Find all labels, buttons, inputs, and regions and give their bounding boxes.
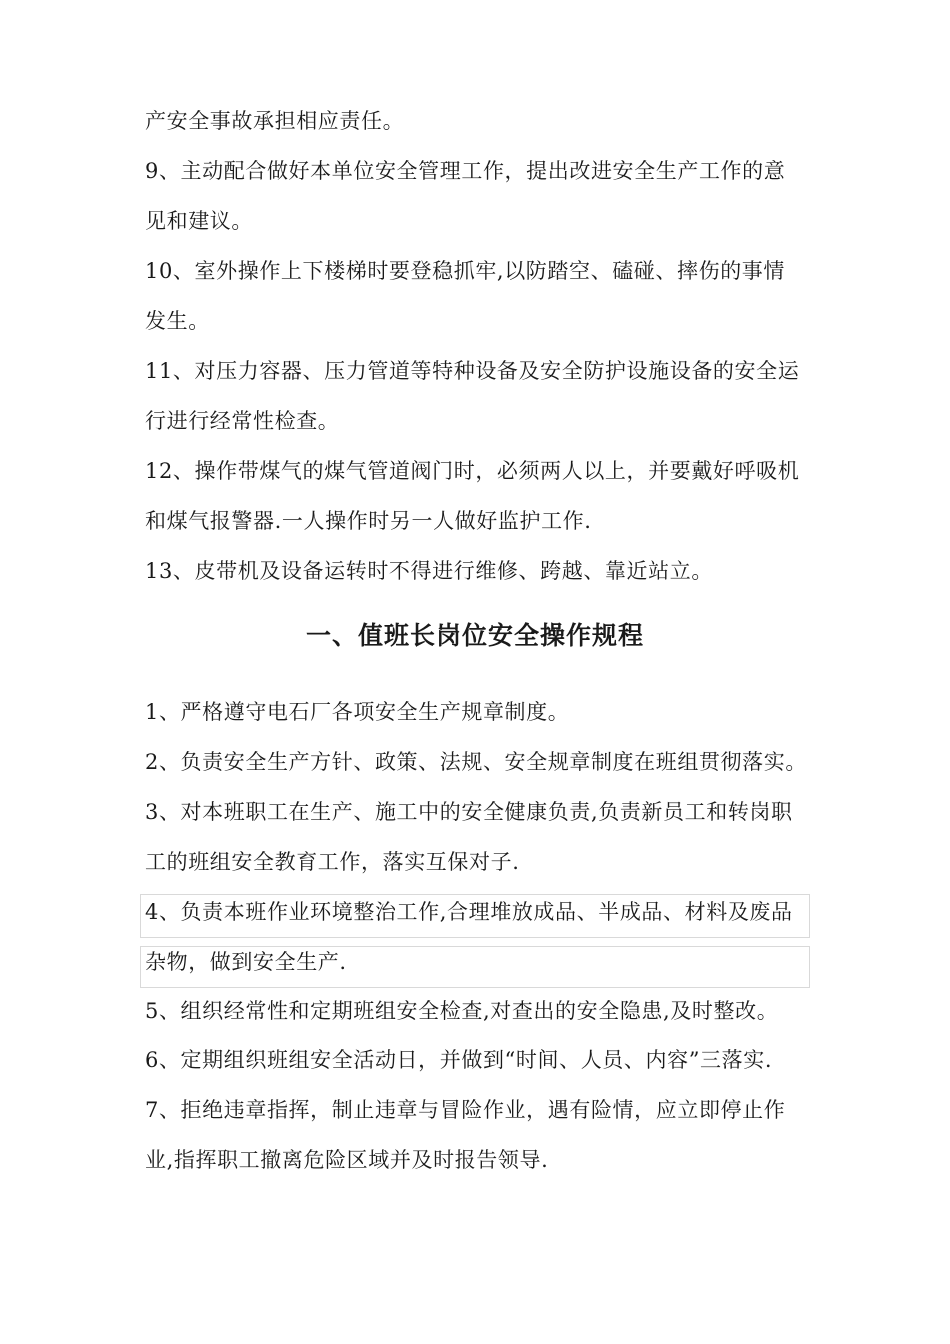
text-line: 11、对压力容器、压力管道等特种设备及安全防护设施设备的安全运: [145, 359, 800, 383]
text-line: 见和建议。: [145, 209, 253, 233]
text-line: 杂物，做到安全生产.: [145, 950, 347, 974]
text-line: 7、拒绝违章指挥，制止违章与冒险作业，遇有险情，应立即停止作: [145, 1098, 786, 1122]
text-line: 2、负责安全生产方针、政策、法规、安全规章制度在班组贯彻落实。: [145, 750, 807, 774]
text-line: 1、严格遵守电石厂各项安全生产规章制度。: [145, 700, 570, 724]
text-line: 和煤气报警器.一人操作时另一人做好监护工作.: [145, 509, 592, 533]
text-line: 4、负责本班作业环境整治工作,合理堆放成品、半成品、材料及废品: [145, 900, 793, 924]
text-line: 6、定期组织班组安全活动日，并做到“时间、人员、内容”三落实.: [145, 1048, 773, 1072]
text-line: 3、对本班职工在生产、施工中的安全健康负责,负责新员工和转岗职: [145, 800, 793, 824]
text-line: 行进行经常性检查。: [145, 409, 340, 433]
text-line: 12、操作带煤气的煤气管道阀门时，必须两人以上，并要戴好呼吸机: [145, 459, 800, 483]
text-line: 5、组织经常性和定期班组安全检查,对查出的安全隐患,及时整改。: [145, 999, 779, 1023]
section-heading: 一、值班长岗位安全操作规程: [305, 621, 644, 650]
text-line: 9、主动配合做好本单位安全管理工作，提出改进安全生产工作的意: [145, 159, 786, 183]
text-line: 10、室外操作上下楼梯时要登稳抓牢,以防踏空、磕碰、摔伤的事情: [145, 259, 785, 283]
text-line: 业,指挥职工撤离危险区域并及时报告领导.: [145, 1148, 549, 1172]
text-line: 13、皮带机及设备运转时不得进行维修、跨越、靠近站立。: [145, 559, 713, 583]
text-line: 产安全事故承担相应责任。: [145, 109, 405, 133]
text-line: 工的班组安全教育工作，落实互保对子.: [145, 850, 520, 874]
text-line: 发生。: [145, 309, 210, 333]
